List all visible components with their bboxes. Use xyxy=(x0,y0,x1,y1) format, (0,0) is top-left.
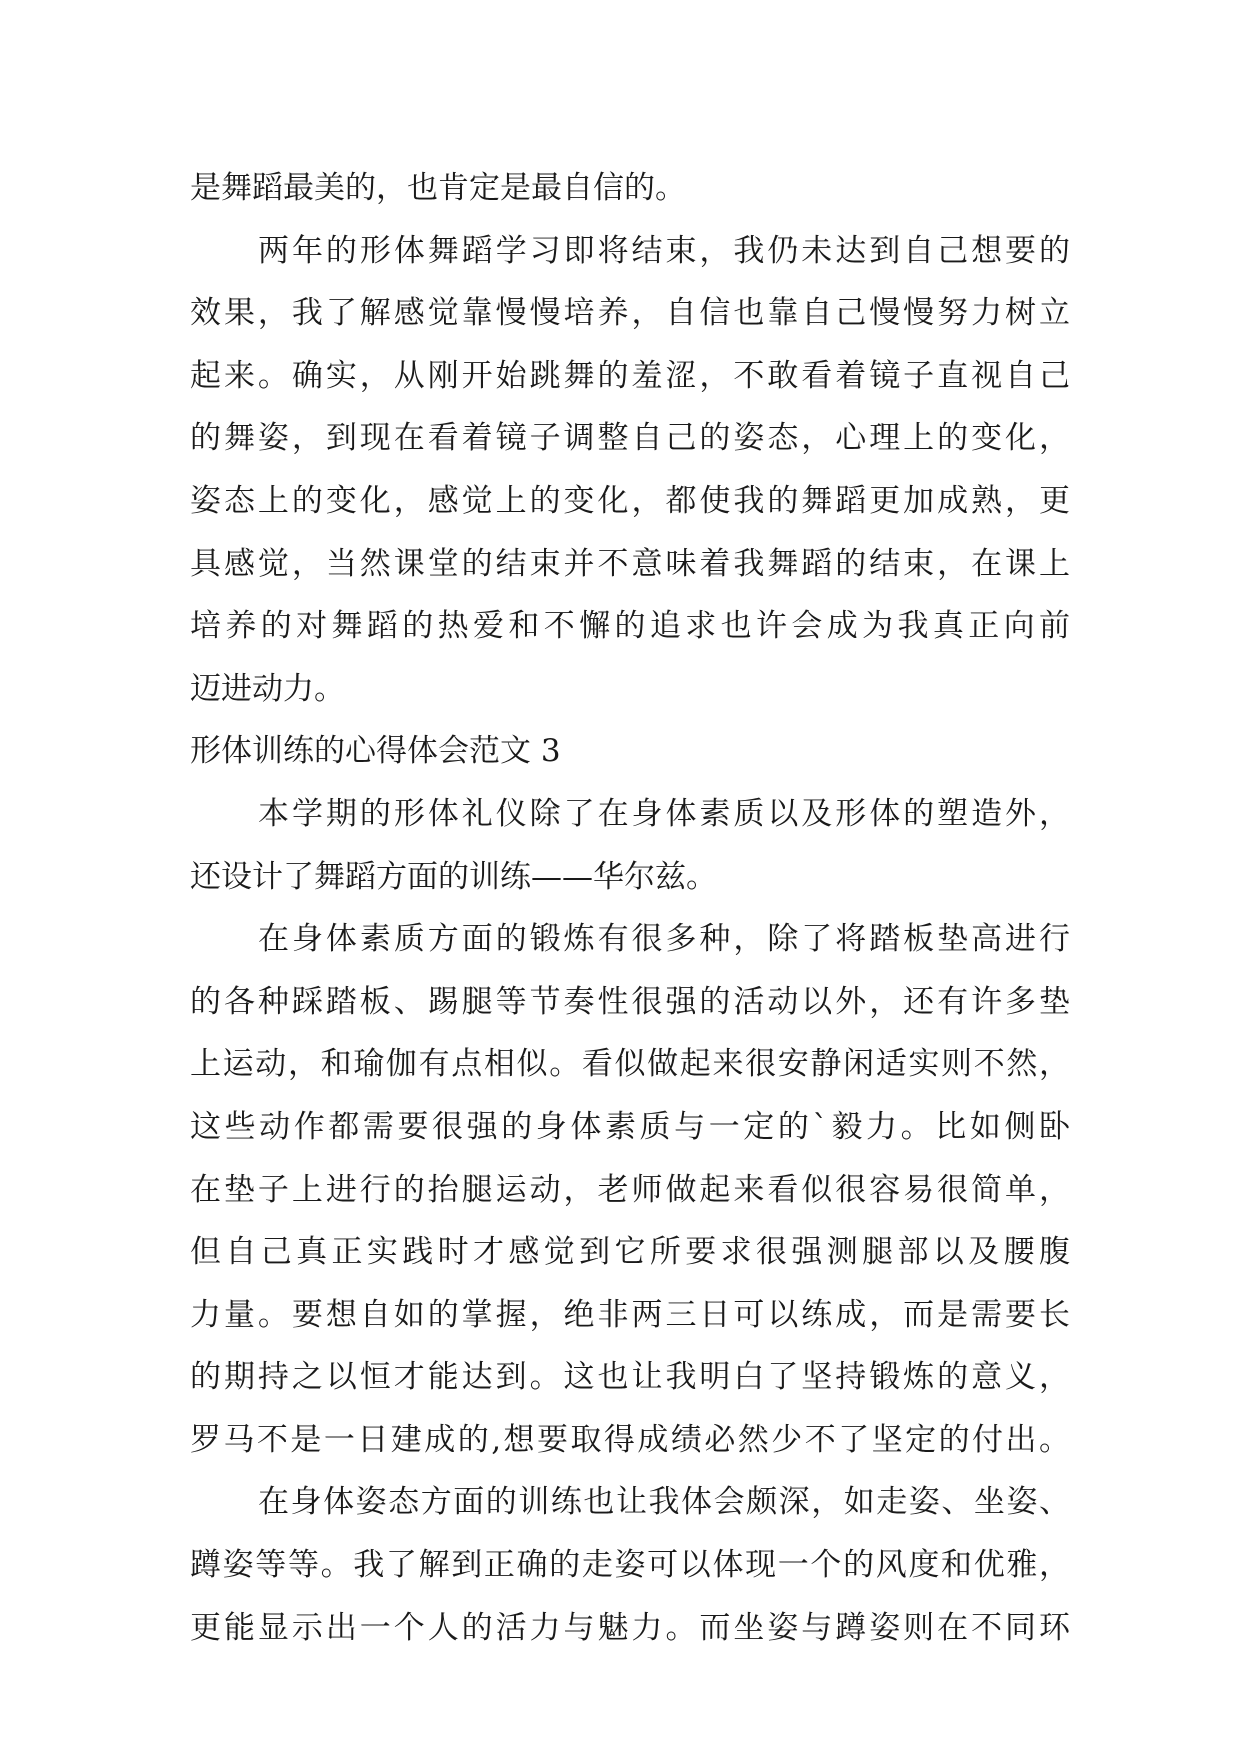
text-line: 这些动作都需要很强的身体素质与一定的`毅力。比如侧卧 xyxy=(190,1108,1070,1145)
text-line: 但自己真正实践时才感觉到它所要求很强测腿部以及腰腹 xyxy=(190,1234,1070,1271)
text-line: 本学期的形体礼仪除了在身体素质以及形体的塑造外， xyxy=(258,795,1070,832)
text-line: 上运动，和瑜伽有点相似。看似做起来很安静闲适实则不然， xyxy=(190,1046,1070,1083)
text-line: 迈进动力。 xyxy=(190,670,345,707)
text-line: 是舞蹈最美的，也肯定是最自信的。 xyxy=(190,170,686,206)
text-line: 效果，我了解感觉靠慢慢培养，自信也靠自己慢慢努力树立 xyxy=(190,295,1070,332)
text-line: 蹲姿等等。我了解到正确的走姿可以体现一个的风度和优雅， xyxy=(190,1547,1070,1584)
text-line: 姿态上的变化，感觉上的变化，都使我的舞蹈更加成熟，更 xyxy=(190,482,1070,519)
text-line: 力量。要想自如的掌握，绝非两三日可以练成，而是需要长 xyxy=(190,1296,1070,1333)
text-line: 培养的对舞蹈的热爱和不懈的追求也许会成为我真正向前 xyxy=(190,608,1070,645)
text-line: 起来。确实，从刚开始跳舞的羞涩，不敢看着镜子直视自己 xyxy=(190,357,1070,394)
text-line: 具感觉，当然课堂的结束并不意味着我舞蹈的结束，在课上 xyxy=(190,545,1070,582)
text-line: 的舞姿，到现在看着镜子调整自己的姿态，心理上的变化， xyxy=(190,420,1070,457)
section-heading: 形体训练的心得体会范文 3 xyxy=(190,733,561,770)
text-line: 还设计了舞蹈方面的训练——华尔兹。 xyxy=(190,858,717,895)
text-line: 的期持之以恒才能达到。这也让我明白了坚持锻炼的意义， xyxy=(190,1359,1070,1396)
text-line: 的各种踩踏板、踢腿等节奏性很强的活动以外，还有许多垫 xyxy=(190,983,1070,1020)
text-line: 在垫子上进行的抬腿运动，老师做起来看似很容易很简单， xyxy=(190,1171,1070,1208)
text-line: 在身体素质方面的锻炼有很多种，除了将踏板垫高进行 xyxy=(258,921,1070,958)
text-line: 在身体姿态方面的训练也让我体会颇深，如走姿、坐姿、 xyxy=(258,1484,1070,1521)
text-line: 更能显示出一个人的活力与魅力。而坐姿与蹲姿则在不同环 xyxy=(190,1609,1070,1646)
text-line: 两年的形体舞蹈学习即将结束，我仍未达到自己想要的 xyxy=(258,232,1070,269)
text-line: 罗马不是一日建成的,想要取得成绩必然少不了坚定的付出。 xyxy=(190,1421,1070,1458)
body-text xyxy=(190,157,1070,1659)
